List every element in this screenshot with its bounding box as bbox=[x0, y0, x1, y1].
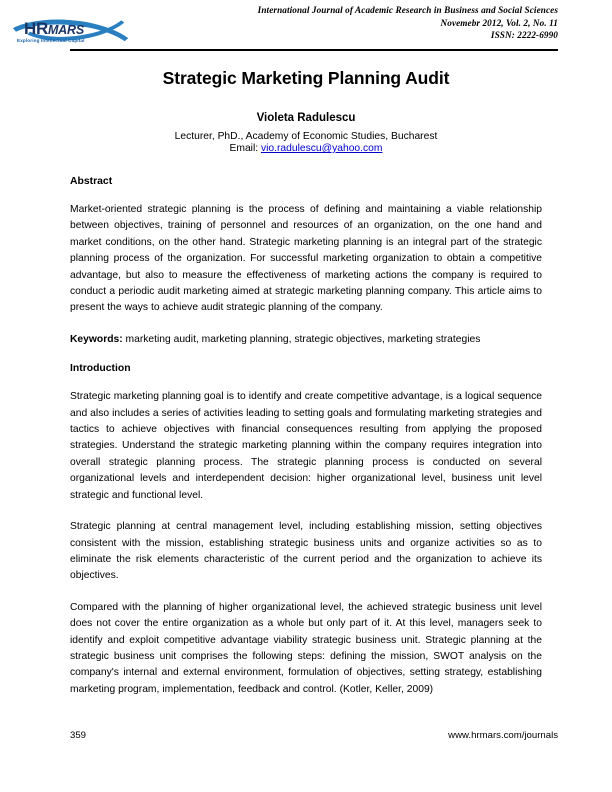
logo-mark-primary: HR bbox=[24, 19, 48, 38]
journal-title: International Journal of Academic Research in Business and Social Sciences bbox=[257, 5, 558, 15]
introduction-heading: Introduction bbox=[70, 363, 131, 375]
introduction-paragraph: Strategic planning at central management level, including establishing mission, setting objectives consistent with the mission, establishing strategic business units and organize activities so as to eliminate the risk elements characteristic of the current period and the organization to achieve its objectives. bbox=[70, 521, 542, 582]
author-email-link[interactable]: vio.radulescu@yahoo.com bbox=[260, 143, 383, 154]
author-email-line bbox=[70, 143, 542, 154]
keywords-value: marketing audit, marketing planning, strategic objectives, marketing strategies bbox=[125, 333, 481, 345]
page-title: Strategic Marketing Planning Audit bbox=[162, 68, 450, 88]
abstract-paragraph: Market-oriented strategic planning is the process of defining and maintaining a viable relationship between objectives, training of personnel and resources of an organization, on the one hand and market conditions, on the other hand. Strategic marketing planning is an integral part of the strategic planning process of the organization. For successful marketing organization to obtain a competitive advantage, but also to measure the effectiveness of marketing actions the company is required to conduct a periodic audit marketing aimed at strategic marketing planning company. This article aims to present the ways to achieve audit strategic planning of the company. bbox=[70, 204, 542, 314]
header-divider bbox=[70, 49, 558, 51]
logo-tagline: Exploring Intellectual Capital bbox=[17, 38, 85, 43]
abstract-heading: Abstract bbox=[70, 176, 113, 187]
logo-wordmark bbox=[24, 19, 84, 39]
page-footer bbox=[70, 730, 558, 741]
author-affiliation: Lecturer, PhD., Academy of Economic Studies, Bucharest bbox=[174, 131, 438, 142]
introduction-paragraph: Compared with the planning of higher organizational level, the achieved strategic business unit level does not cover the entire organization as a whole but only part of it. At this level, managers seek to identify and exploit competitive advantage viability strategic business unit. Strategic planning at the strategic business unit comprises the following steps: defining the mission, SWOT analysis on the company's internal and external environment, formulation of objectives, setting strategy, establishing marketing program, implementation, feedback and control. (Kotler, Keller, 2009) bbox=[70, 601, 542, 695]
keywords-label: Keywords: bbox=[70, 333, 123, 345]
journal-header-text bbox=[258, 4, 558, 42]
journal-issn: ISSN: 2222-6990 bbox=[490, 30, 558, 41]
logo-mark-secondary: MARS bbox=[47, 23, 84, 37]
author-name: Violeta Radulescu bbox=[256, 112, 356, 124]
page-header bbox=[0, 0, 612, 58]
keywords-line bbox=[70, 332, 542, 348]
footer-website: www.hrmars.com/journals bbox=[448, 730, 558, 741]
email-label: Email: bbox=[229, 143, 259, 154]
introduction-paragraph: Strategic marketing planning goal is to identify and create competitive advantage, is a logical sequence and also includes a series of activities leading to setting goals and formulating marketing strategies and tactics to achieve objectives with financial consequences resulting from applying the proposed strategies. Understand the strategic marketing planning within the company requires integration into overall strategic planning process. The strategic planning process is conducted on several organizational levels and interdependent decision: higher organizational level, business unit level strategic and functional level. bbox=[70, 391, 542, 501]
article-content bbox=[70, 68, 542, 713]
page-number: 359 bbox=[70, 730, 87, 741]
journal-issue: Novemebr 2012, Vol. 2, No. 11 bbox=[440, 17, 558, 28]
